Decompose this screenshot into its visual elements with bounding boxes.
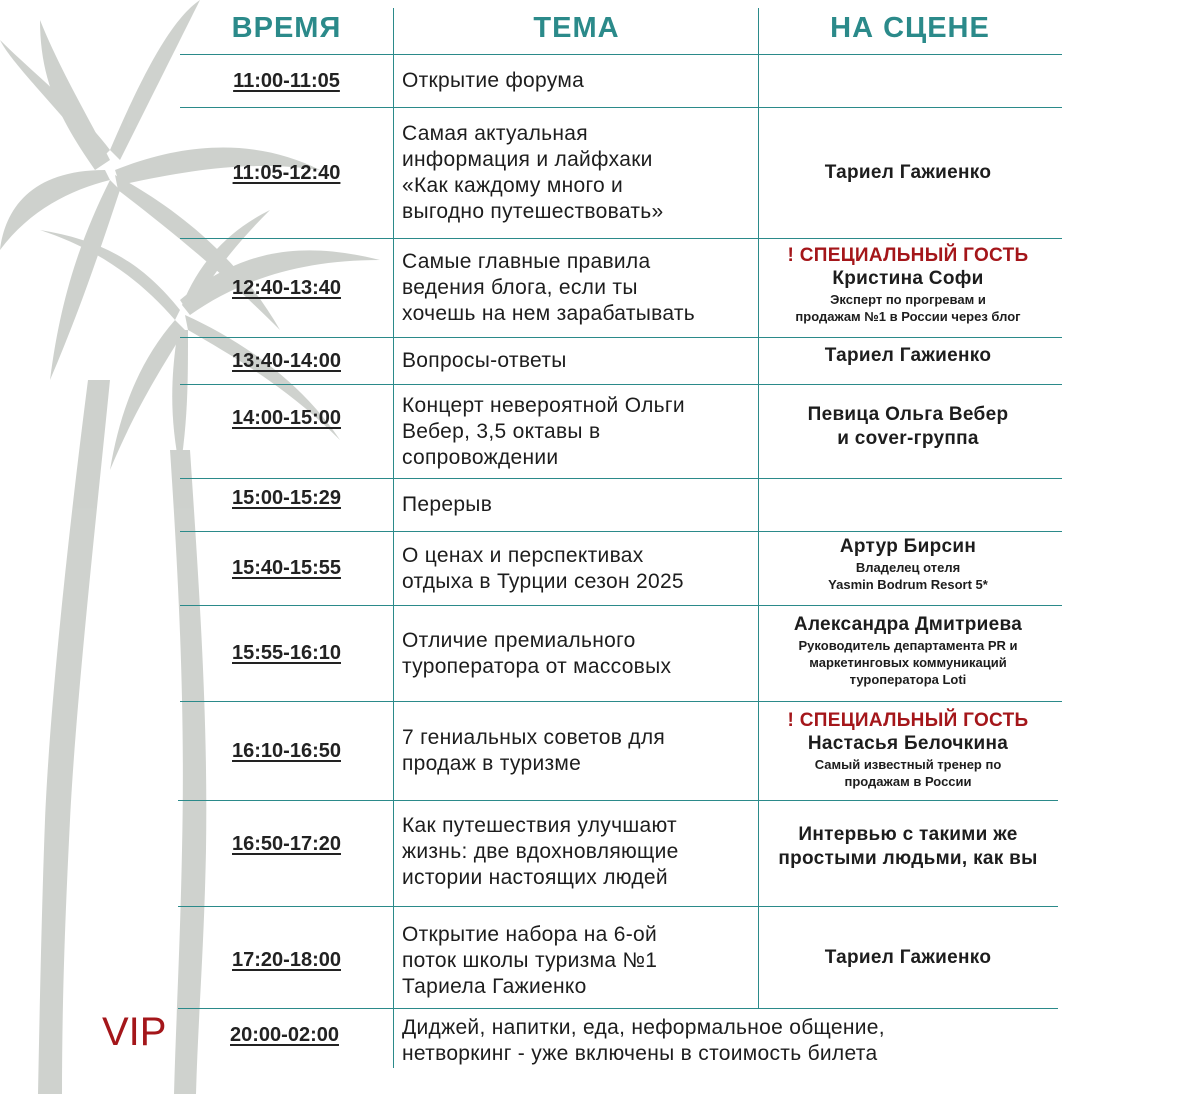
stage-speaker-name: Артур Бирсин (839, 536, 977, 557)
row-topic: Самая актуальная информация и лайфхаки «Как каждому много и выгодно путешествовать» (402, 122, 664, 223)
schedule-row (0, 801, 1200, 906)
schedule-row (0, 1009, 1200, 1075)
row-time: 12:40-13:40 (232, 276, 341, 299)
row-time: 11:05-12:40 (232, 161, 341, 184)
stage-speaker-name: Тариел Гажиенко (824, 345, 992, 366)
schedule-row (0, 606, 1200, 701)
header-time: ВРЕМЯ (231, 12, 342, 44)
schedule-row (0, 907, 1200, 1008)
row-topic: Как путешествия улучшают жизнь: две вдохновляющие истории настоящих людей (402, 814, 679, 889)
stage-speaker-name: Тариел Гажиенко (824, 162, 992, 183)
schedule-row (0, 702, 1200, 800)
row-topic: Открытие набора на 6-ой поток школы туризма №1 Тариела Гажиенко (402, 923, 658, 998)
stage-speaker-name: Александра Дмитриева (793, 614, 1023, 635)
special-guest-label: ! СПЕЦИАЛЬНЫЙ ГОСТЬ (787, 710, 1029, 731)
stage-speaker-name: Певица Ольга Вебер и cover-группа (807, 404, 1009, 449)
row-topic: Отличие премиального туроператора от массовых (402, 628, 672, 678)
row-topic: Диджей, напитки, еда, неформальное общение, нетворкинг - уже включены в стоимость билета (402, 1016, 885, 1065)
row-topic: О ценах и перспективах отдыха в Турции сезон 2025 (402, 543, 684, 593)
schedule-row (0, 108, 1200, 238)
row-time: 15:55-16:10 (232, 642, 341, 664)
schedule-row (0, 338, 1200, 384)
stage-speaker-description: Самый известный тренер по продажам в России (814, 757, 1002, 789)
stage-speaker-description: Эксперт по прогревам и продажам №1 в России через блог (795, 292, 1021, 324)
row-topic: Перерыв (402, 493, 493, 516)
stage-speaker-description: Владелец отеля Yasmin Bodrum Resort 5* (828, 560, 988, 592)
row-time: 16:50-17:20 (232, 833, 341, 855)
row-topic: Концерт невероятной Ольги Вебер, 3,5 октавы в сопровождении (402, 393, 685, 469)
row-time: 15:00-15:29 (232, 487, 341, 509)
row-time: 20:00-02:00 (230, 1024, 339, 1046)
row-time: 11:00-11:05 (233, 69, 340, 92)
schedule-row (0, 385, 1200, 478)
schedule-row (0, 479, 1200, 531)
row-time: 14:00-15:00 (232, 407, 341, 429)
vip-label: VIP (102, 1010, 167, 1054)
row-time: 15:40-15:55 (232, 557, 341, 579)
row-topic: 7 гениальных советов для продаж в туризме (402, 726, 666, 775)
schedule-row (0, 239, 1200, 337)
schedule-row (0, 55, 1200, 107)
row-time: 17:20-18:00 (232, 949, 341, 971)
row-time: 16:10-16:50 (232, 739, 341, 762)
row-topic: Открытие форума (402, 69, 585, 92)
stage-speaker-name: Интервью с такими же простыми людьми, как вы (778, 824, 1038, 869)
header-topic: ТЕМА (533, 12, 620, 44)
row-topic: Вопросы-ответы (402, 349, 567, 372)
schedule-row (0, 532, 1200, 605)
row-time: 13:40-14:00 (232, 349, 341, 372)
stage-speaker-name: Кристина Софи (832, 268, 984, 289)
special-guest-label: ! СПЕЦИАЛЬНЫЙ ГОСТЬ (787, 245, 1029, 266)
header-stage: НА СЦЕНЕ (830, 12, 990, 44)
stage-speaker-name: Настасья Белочкина (807, 733, 1009, 754)
stage-speaker-name: Тариел Гажиенко (824, 947, 992, 968)
row-topic: Самые главные правила ведения блога, если ты хочешь на нем зарабатывать (402, 250, 696, 325)
stage-speaker-description: Руководитель департамента PR и маркетинговых коммуникаций туроператора Loti (798, 638, 1018, 687)
